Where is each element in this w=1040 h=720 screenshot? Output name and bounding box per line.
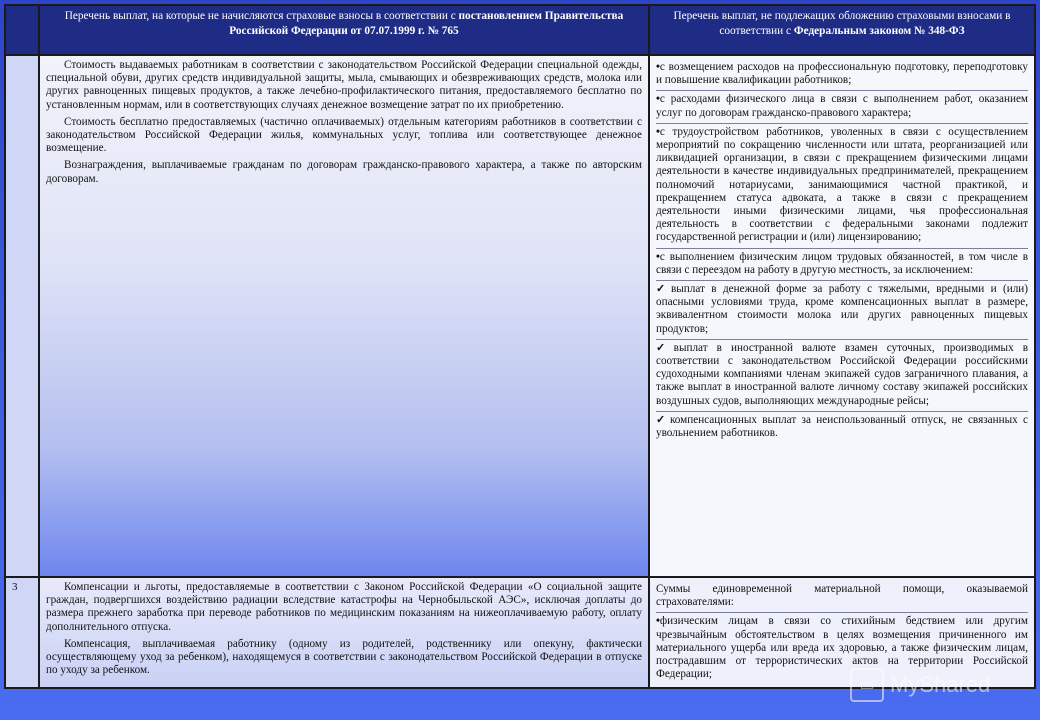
bullet-icon: • — [656, 615, 660, 628]
watermark — [850, 660, 1030, 710]
list-item-text: с возмещением расходов на профессиональную подготовку, переподготовку и повышение квалификации работников; — [656, 61, 1028, 87]
check-item-text: выплат в денежной форме за работу с тяжелыми, вредными и (или) опасными условиями труда, кроме компенсационных выплат в размере, эквивалентном стоимости молока или других равноценных пищевых продуктов; — [656, 283, 1029, 335]
check-item-text: компенсационных выплат за неиспользованный отпуск, не связанных с увольнением работников. — [656, 413, 1028, 440]
check-item — [656, 412, 1028, 443]
list-item-text: физическим лицам в связи со стихийным бедствием или другим чрезвычайным обстоятельством в целях возмещения причиненного им материального ущерба или вреда их здоровью, а также физическим лицам, пострадавшим от террористических актов на территории Российской Федерации; — [656, 615, 1028, 681]
payments-table — [4, 4, 1036, 689]
paragraph: Компенсации и льготы, предоставляемые в соответствии с Законом Российской Федерации «О социальной защите граждан, подвергшихся воздействию радиации вследствие катастрофы на Чернобыльской АЭС», исключая доплаты до размера прежнего заработка при переводе работников по медицинским показаниям на нижеоплачиваемую работу, оплату дополнительного отпуска. — [46, 581, 642, 633]
bullet-icon: • — [656, 61, 660, 73]
check-icon: ✓ — [656, 341, 672, 354]
header-right-bold: Федеральным законом № 348-ФЗ — [793, 25, 965, 37]
check-item — [656, 281, 1028, 340]
check-item-text: выплат в иностранной валюте взамен суточных, производимых в соответствии с законодательством Российской Федерации российскими судоходными компаниями членам экипажей судов заграничного плавания, а также выплат в иностранной валюте личному составу экипажей российских воздушных судов, выполняющих международные рейсы; — [656, 341, 1029, 407]
paragraph: Компенсация, выплачиваемая работнику (одному из родителей, родственнику или опекуну, фактически осуществляющему уход за ребенком), находящемуся в соответствии с законодательством Российской Федерации в отпуске по уходу за ребенком. — [46, 637, 642, 677]
paragraph: Стоимость выдаваемых работникам в соответствии с законодательством Российской Федерации специальной одежды, специальной обуви, других средств индивидуальной защиты, мыла, смывающих и обезвреживающих средств, молока или других равноценных пищевых продуктов, а также лечебно-профилактического питания, предоставляемого бесплатно по установленным нормам, или в соответствующих случаях денежное возмещение затрат по их приобретению. — [46, 59, 642, 111]
row-left-cell — [39, 577, 649, 688]
paragraph: Стоимость бесплатно предоставляемых (частично оплачиваемых) отдельным категориям работников в соответствии с законодательством Российской Федерации жилья, коммунальных услуг, топлива или соответствующее денежное возмещение. — [46, 115, 642, 155]
row-number: 3 — [5, 577, 39, 688]
list-item — [656, 249, 1028, 281]
header-right-plain: Перечень выплат, не подлежащих обложению страховыми взносами в соответствии с — [673, 10, 1011, 37]
list-item — [656, 124, 1028, 249]
row-right-cell — [649, 55, 1035, 577]
list-intro: Суммы единовременной материальной помощи, оказываемой страхователями: — [656, 581, 1028, 613]
slide-icon: ▭ — [850, 668, 884, 702]
check-item — [656, 340, 1028, 412]
check-icon: ✓ — [656, 413, 668, 426]
header-left-cell — [39, 5, 649, 55]
table-header-row — [5, 5, 1035, 55]
header-right-cell — [649, 5, 1035, 55]
list-item-text: с трудоустройством работников, уволенных в связи с осуществлением мероприятий по сокращению численности или штата, реорганизацией или ликвидацией организации, в связи с прекращением физическими лицами деятельности в качестве индивидуальных предпринимателей, прекращением полномочий нотариусами, занимающимися частной практикой, и прекращением статуса адвоката, а также в связи с прекращением деятельности иными физическими лицами, чья профессиональная деятельность в соответствии с федеральными законами подлежит государственной регистрации и (или) лицензированию; — [656, 125, 1028, 244]
paragraph: Вознаграждения, выплачиваемые гражданам по договорам гражданско-правового характера, а также по авторским договорам. — [46, 159, 642, 185]
bullet-icon: • — [656, 250, 660, 263]
row-left-cell — [39, 55, 649, 577]
list-item — [656, 59, 1028, 91]
check-icon: ✓ — [656, 283, 669, 296]
row-number — [5, 55, 39, 577]
bullet-icon: • — [656, 125, 660, 138]
list-item — [656, 91, 1028, 123]
list-item-text: с расходами физического лица в связи с выполнением работ, оказанием услуг по договорам гражданско-правового характера; — [656, 93, 1028, 119]
header-left-bold: постановлением Правительства Российской Федерации от 07.07.1999 г. № 765 — [229, 10, 624, 37]
bullet-icon: • — [656, 93, 660, 106]
watermark-text: MyShared — [890, 672, 991, 697]
header-number-cell — [5, 5, 39, 55]
header-left-plain: Перечень выплат, на которые не начисляются страховые взносы в соответствии с — [64, 10, 456, 22]
table-row — [5, 55, 1035, 577]
list-item-text: с выполнением физическим лицом трудовых обязанностей, в том числе в связи с переездом на работу в другую местность, за исключением: — [656, 250, 1028, 276]
